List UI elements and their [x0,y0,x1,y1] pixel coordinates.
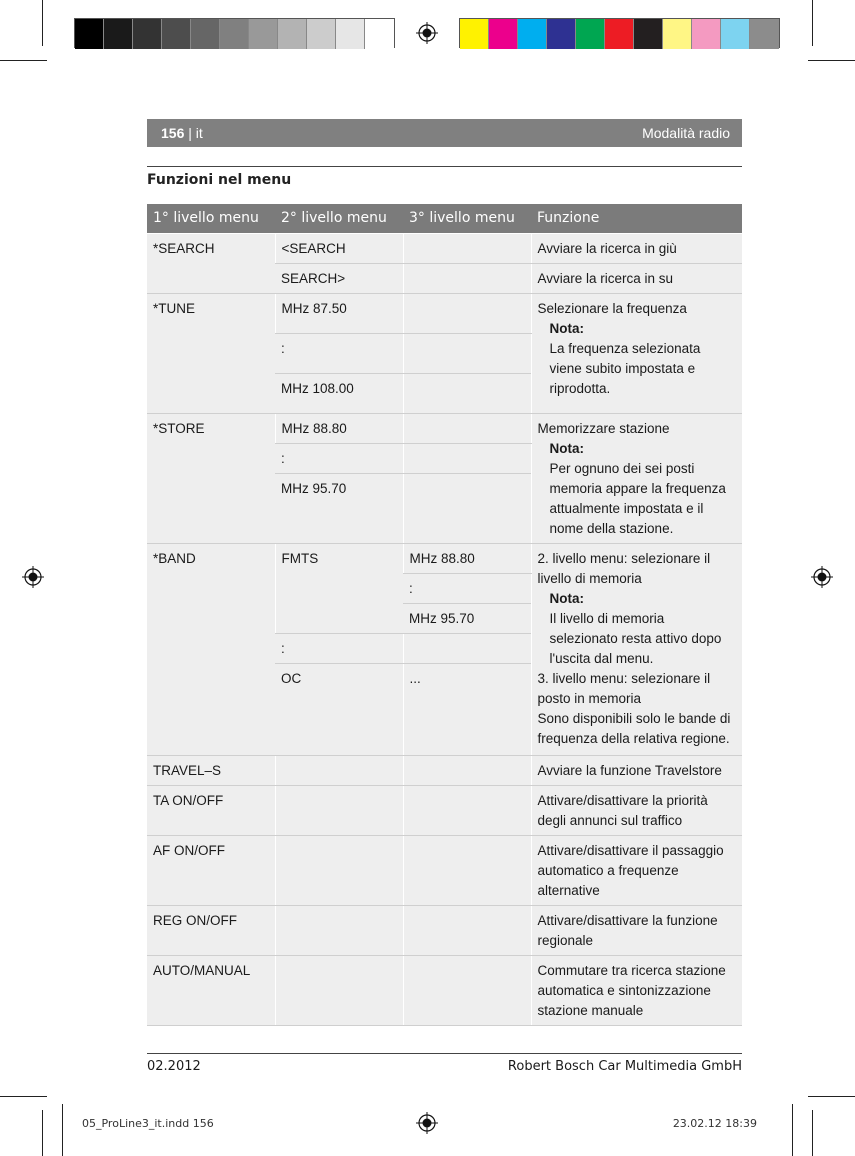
section-divider [147,166,742,167]
row-level1: TA ON/OFF [147,785,275,835]
tune-function [531,293,742,413]
page-number-group [161,125,203,141]
search-level2-up: SEARCH> [275,263,403,293]
search-level2-down: <SEARCH [275,233,403,263]
header-level2: 2° livello menu [275,204,403,233]
gray-swatch [307,19,336,49]
color-swatch [721,19,750,49]
crop-mark [42,1110,43,1156]
empty-cell [403,233,531,263]
table-row [147,835,742,905]
color-swatch [750,19,779,49]
search-level1: *SEARCH [147,233,275,293]
band-level2-fmts: FMTS [275,543,403,633]
gray-swatch [278,19,307,49]
empty-cell [403,755,531,785]
store-function-note: Per ognuno dei sei posti memoria appare la frequenza attualmente impostata e il nome della stazione. [549,460,726,536]
crop-mark [42,0,43,46]
store-level2-ellipsis: : [275,443,403,473]
table-row [147,755,742,785]
table-header-row [147,204,742,233]
color-swatch [605,19,634,49]
table-row [147,785,742,835]
empty-cell [403,955,531,1025]
language-code: | it [184,125,203,141]
empty-cell [275,785,403,835]
tune-level2-max: MHz 108.00 [275,373,403,413]
band-function-line3: Sono disponibili solo le bande di frequenza della relativa regione. [537,710,731,746]
print-slug-file: 05_ProLine3_it.indd 156 [82,1117,214,1130]
band-level3-last: MHz 95.70 [403,603,531,633]
color-swatch [489,19,518,49]
empty-cell [275,905,403,955]
color-swatch [518,19,547,49]
store-function [531,413,742,543]
note-label: Nota: [549,320,584,336]
print-slug-timestamp: 23.02.12 18:39 [672,1117,757,1130]
row-level1: REG ON/OFF [147,905,275,955]
color-swatch [576,19,605,49]
color-swatch [460,19,489,49]
row-level1: AUTO/MANUAL [147,955,275,1025]
section-name: Modalità radio [642,125,730,141]
tune-function-main: Selezionare la frequenza [537,300,687,316]
crop-mark [792,1104,793,1156]
table-row [147,543,742,573]
empty-cell [403,633,531,663]
band-level2-oc: OC [275,663,403,755]
registration-mark-icon [22,566,44,588]
band-function-line1: 2. livello menu: selezionare il livello di memoria [537,550,711,586]
grayscale-color-bar [74,18,395,48]
table-row [147,905,742,955]
color-swatch [692,19,721,49]
gray-swatch [191,19,220,49]
registration-mark-icon [416,1112,438,1134]
gray-swatch [162,19,191,49]
menu-functions-table [147,204,742,1026]
empty-cell [403,473,531,543]
gray-swatch [75,19,104,49]
header-function: Funzione [531,204,742,233]
band-level3-ellipsis: : [403,573,531,603]
band-function [531,543,742,755]
page-title: Funzioni nel menu [147,172,292,188]
table-row [147,955,742,1025]
store-level2-first: MHz 88.80 [275,413,403,443]
gray-swatch [365,19,394,49]
empty-cell [403,293,531,333]
process-color-bar [459,18,780,48]
table-row [147,293,742,333]
store-level1: *STORE [147,413,275,543]
store-function-main: Memorizzare stazione [537,420,670,436]
band-level3-oc: ... [403,663,531,755]
crop-mark [812,1110,813,1156]
row-function: Attivare/disattivare la priorità degli annunci sul traffico [531,785,742,835]
footer-divider [147,1053,742,1054]
crop-mark [808,60,855,61]
empty-cell [275,835,403,905]
color-swatch [547,19,576,49]
crop-mark [808,1096,855,1097]
tune-level1: *TUNE [147,293,275,413]
gray-swatch [220,19,249,49]
tune-level2-ellipsis: : [275,333,403,373]
gray-swatch [104,19,133,49]
row-function: Attivare/disattivare la funzione regionale [531,905,742,955]
crop-mark [0,60,47,61]
empty-cell [403,905,531,955]
row-level1: AF ON/OFF [147,835,275,905]
empty-cell [275,755,403,785]
empty-cell [403,835,531,905]
crop-mark [62,1104,63,1156]
empty-cell [403,333,531,373]
empty-cell [275,955,403,1025]
gray-swatch [336,19,365,49]
crop-mark [812,0,813,46]
note-label: Nota: [549,440,584,456]
header-level1: 1° livello menu [147,204,275,233]
band-function-note: Il livello di memoria selezionato resta attivo dopo l'uscita dal menu. [549,610,722,666]
row-level1: TRAVEL–S [147,755,275,785]
empty-cell [403,263,531,293]
row-function: Commutare tra ricerca stazione automatica e sintonizzazione stazione manuale [531,955,742,1025]
search-function-up: Avviare la ricerca in su [531,263,742,293]
tune-function-note: La frequenza selezionata viene subito impostata e riprodotta. [549,340,701,396]
tune-level2-min: MHz 87.50 [275,293,403,333]
empty-cell [403,413,531,443]
registration-mark-icon [416,22,438,44]
page-number: 156 [161,125,185,141]
row-function: Attivare/disattivare il passaggio automatico a frequenze alternative [531,835,742,905]
band-level2-ellipsis: : [275,633,403,663]
footer-company: Robert Bosch Car Multimedia GmbH [507,1059,742,1074]
empty-cell [403,373,531,413]
row-function: Avviare la funzione Travelstore [531,755,742,785]
color-swatch [663,19,692,49]
band-level3-first: MHz 88.80 [403,543,531,573]
registration-mark-icon [811,566,833,588]
store-level2-last: MHz 95.70 [275,473,403,543]
gray-swatch [133,19,162,49]
header-level3: 3° livello menu [403,204,531,233]
search-function-down: Avviare la ricerca in giù [531,233,742,263]
empty-cell [403,443,531,473]
page-header-bar [147,119,742,147]
note-label: Nota: [549,590,584,606]
band-function-line2: 3. livello menu: selezionare il posto in memoria [537,670,711,706]
table-row [147,233,742,263]
band-level1: *BAND [147,543,275,755]
color-swatch [634,19,663,49]
table-row [147,413,742,443]
crop-mark [0,1096,47,1097]
gray-swatch [249,19,278,49]
footer-date: 02.2012 [147,1059,201,1074]
empty-cell [403,785,531,835]
